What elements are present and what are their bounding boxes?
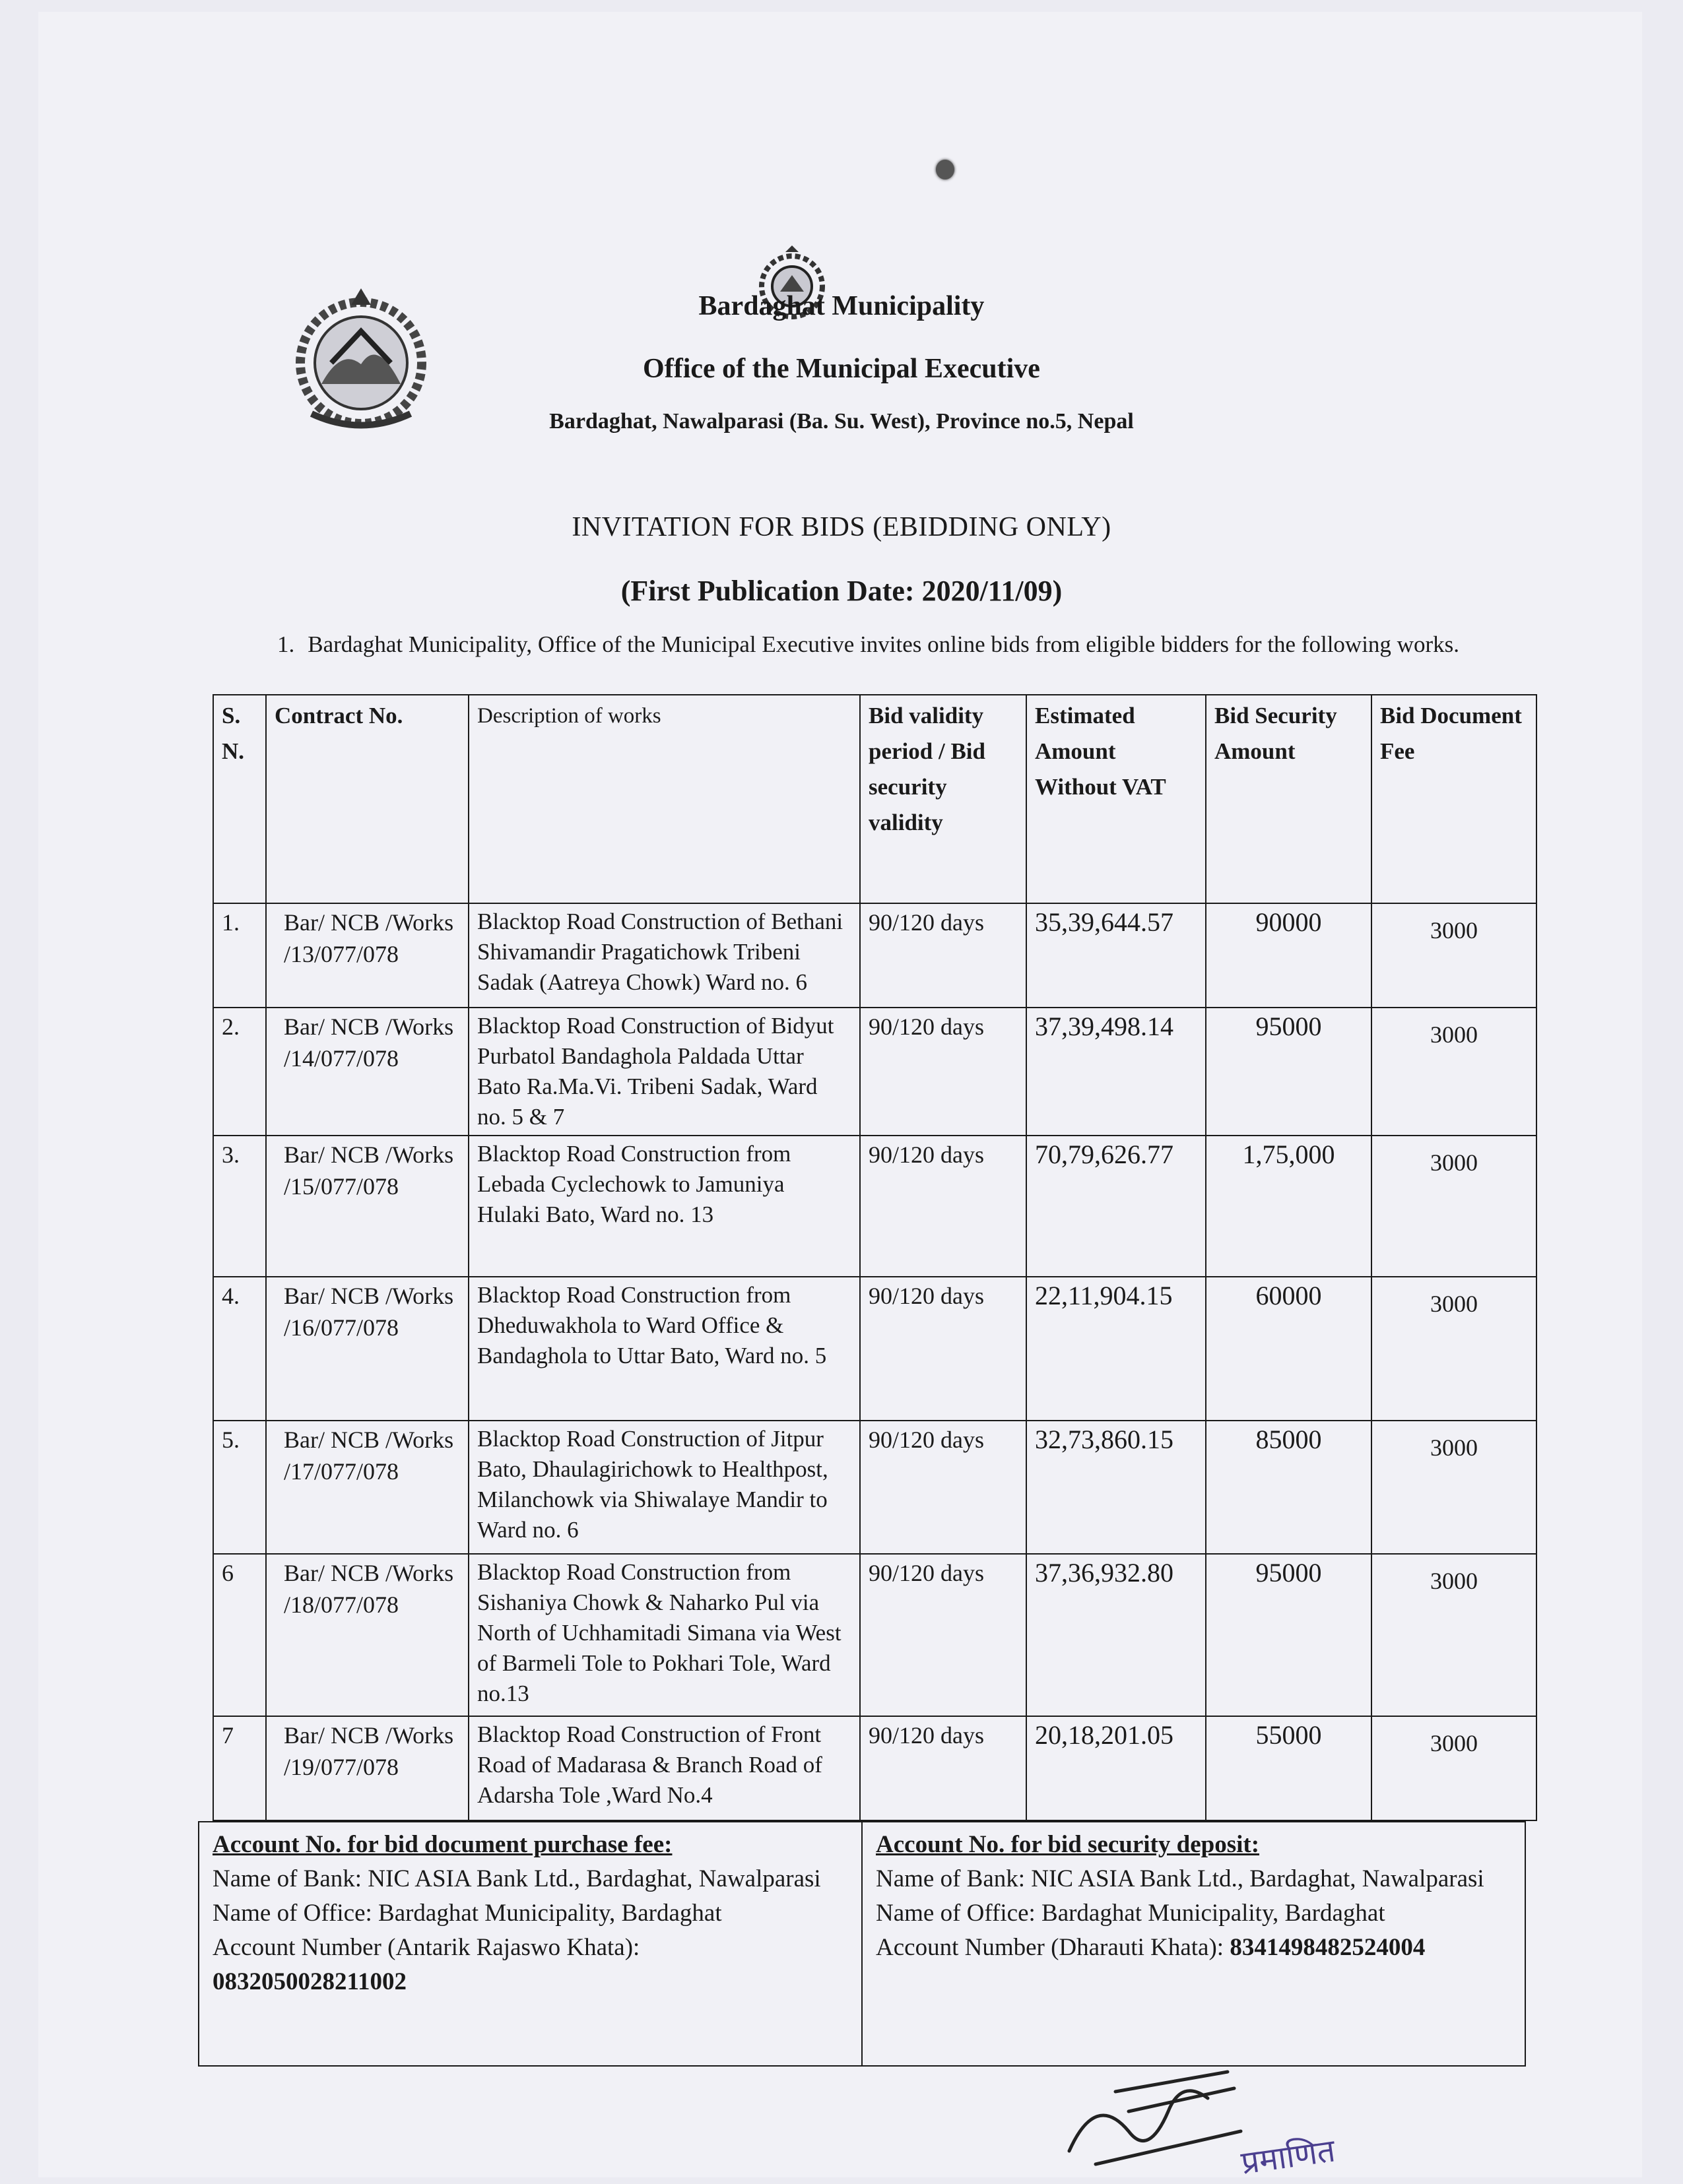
security-account-title: Account No. for bid security deposit: — [876, 1831, 1260, 1858]
notice-title: INVITATION FOR BIDS (EBIDDING ONLY) — [572, 512, 1111, 542]
table-row — [213, 1716, 1536, 1820]
cell-description: Blacktop Road Construction of Front Road of Madarasa & Branch Road of Adarsha Tole ,Ward No.4 — [469, 1716, 860, 1820]
cell-sn: 4. — [213, 1277, 266, 1421]
cell-bid-validity: 90/120 days — [860, 1716, 1026, 1820]
cell-estimated-amount: 32,73,860.15 — [1026, 1421, 1206, 1554]
cell-bid-validity: 90/120 days — [860, 1136, 1026, 1277]
header-estimated-amount: Estimated Amount Without VAT — [1026, 695, 1206, 903]
intro-text: Bardaghat Municipality, Office of the Municipal Executive invites online bids from eligible bidders for the following works. — [308, 631, 1459, 657]
header-document-fee: Bid Document Fee — [1371, 695, 1536, 903]
table-row — [213, 1277, 1536, 1421]
cell-description: Blacktop Road Construction from Sishaniya Chowk & Naharko Pul via North of Uchhamitadi Simana via West of Barmeli Tole to Pokhari Tole, Ward no.13 — [469, 1554, 860, 1716]
cell-sn: 7 — [213, 1716, 266, 1820]
fee-account-number: 0832050028211002 — [213, 1968, 407, 1995]
cell-document-fee: 3000 — [1371, 1277, 1536, 1421]
cell-bid-security: 95000 — [1206, 1008, 1371, 1136]
cell-description: Blacktop Road Construction from Dheduwakhola to Ward Office & Bandaghola to Uttar Bato, Ward no. 5 — [469, 1277, 860, 1421]
table-header-row — [213, 695, 1536, 903]
signature-mark — [1056, 2052, 1254, 2171]
cell-bid-validity: 90/120 days — [860, 903, 1026, 1008]
intro-paragraph — [264, 630, 1472, 659]
cell-estimated-amount: 37,39,498.14 — [1026, 1008, 1206, 1136]
certified-stamp: प्रमाणित — [1239, 2132, 1338, 2182]
header-contract-no: Contract No. — [266, 695, 469, 903]
cell-bid-security: 85000 — [1206, 1421, 1371, 1554]
cell-contract-no: Bar/ NCB /Works /19/077/078 — [266, 1716, 469, 1820]
header-bid-security: Bid Security Amount — [1206, 695, 1371, 903]
cell-document-fee: 3000 — [1371, 1716, 1536, 1820]
table-row — [213, 1421, 1536, 1554]
cell-bid-validity: 90/120 days — [860, 1421, 1026, 1554]
header-bid-validity: Bid validity period / Bid security validity — [860, 695, 1026, 903]
security-account-cell — [862, 1822, 1525, 2066]
cell-estimated-amount: 20,18,201.05 — [1026, 1716, 1206, 1820]
cell-sn: 1. — [213, 903, 266, 1008]
security-account-label: Account Number (Dharauti Khata): — [876, 1934, 1224, 1961]
security-account-bank: Name of Bank: NIC ASIA Bank Ltd., Bardaghat, Nawalparasi — [876, 1865, 1484, 1892]
cell-contract-no: Bar/ NCB /Works /16/077/078 — [266, 1277, 469, 1421]
cell-document-fee: 3000 — [1371, 1008, 1536, 1136]
cell-description: Blacktop Road Construction of Jitpur Bato, Dhaulagirichowk to Healthpost, Milanchowk via Shiwalaye Mandir to Ward no. 6 — [469, 1421, 860, 1554]
fee-account-label: Account Number (Antarik Rajaswo Khata): — [213, 1934, 640, 1961]
cell-bid-validity: 90/120 days — [860, 1277, 1026, 1421]
header-description: Description of works — [469, 695, 860, 903]
cell-contract-no: Bar/ NCB /Works /15/077/078 — [266, 1136, 469, 1277]
cell-bid-validity: 90/120 days — [860, 1008, 1026, 1136]
cell-document-fee: 3000 — [1371, 1136, 1536, 1277]
intro-number: 1. — [277, 631, 295, 657]
fee-account-cell — [199, 1822, 862, 2066]
cell-estimated-amount: 70,79,626.77 — [1026, 1136, 1206, 1277]
cell-estimated-amount: 22,11,904.15 — [1026, 1277, 1206, 1421]
cell-contract-no: Bar/ NCB /Works /13/077/078 — [266, 903, 469, 1008]
cell-description: Blacktop Road Construction of Bethani Shivamandir Pragatichowk Tribeni Sadak (Aatreya Chowk) Ward no. 6 — [469, 903, 860, 1008]
table-row — [213, 1008, 1536, 1136]
cell-bid-security: 55000 — [1206, 1716, 1371, 1820]
cell-document-fee: 3000 — [1371, 1554, 1536, 1716]
cell-estimated-amount: 35,39,644.57 — [1026, 903, 1206, 1008]
cell-description: Blacktop Road Construction from Lebada Cyclechowk to Jamuniya Hulaki Bato, Ward no. 13 — [469, 1136, 860, 1277]
cell-bid-validity: 90/120 days — [860, 1554, 1026, 1716]
fee-account-office: Name of Office: Bardaghat Municipality, Bardaghat — [213, 1900, 722, 1927]
municipality-name: Bardaghat Municipality — [698, 291, 985, 321]
publication-date: (First Publication Date: 2020/11/09) — [620, 575, 1063, 607]
fee-account-title: Account No. for bid document purchase fee: — [213, 1831, 673, 1858]
table-row — [213, 1136, 1536, 1277]
cell-bid-security: 95000 — [1206, 1554, 1371, 1716]
cell-sn: 3. — [213, 1136, 266, 1277]
security-account-office: Name of Office: Bardaghat Municipality, Bardaghat — [876, 1900, 1385, 1927]
punch-hole — [936, 160, 954, 179]
cell-bid-security: 1,75,000 — [1206, 1136, 1371, 1277]
security-account-number: 8341498482524004 — [1230, 1934, 1426, 1961]
cell-bid-security: 90000 — [1206, 903, 1371, 1008]
table-row — [213, 903, 1536, 1008]
table-row — [213, 1554, 1536, 1716]
cell-document-fee: 3000 — [1371, 903, 1536, 1008]
cell-contract-no: Bar/ NCB /Works /17/077/078 — [266, 1421, 469, 1554]
bids-table — [213, 694, 1537, 1821]
cell-sn: 2. — [213, 1008, 266, 1136]
cell-sn: 6 — [213, 1554, 266, 1716]
cell-estimated-amount: 37,36,932.80 — [1026, 1554, 1206, 1716]
account-row — [199, 1822, 1525, 2066]
office-name: Office of the Municipal Executive — [643, 354, 1040, 384]
cell-bid-security: 60000 — [1206, 1277, 1371, 1421]
cell-description: Blacktop Road Construction of Bidyut Purbatol Bandaghola Paldada Uttar Bato Ra.Ma.Vi. Tribeni Sadak, Ward no. 5 & 7 — [469, 1008, 860, 1136]
office-address: Bardaghat, Nawalparasi (Ba. Su. West), Province no.5, Nepal — [549, 409, 1134, 434]
cell-contract-no: Bar/ NCB /Works /18/077/078 — [266, 1554, 469, 1716]
cell-document-fee: 3000 — [1371, 1421, 1536, 1554]
cell-sn: 5. — [213, 1421, 266, 1554]
cell-contract-no: Bar/ NCB /Works /14/077/078 — [266, 1008, 469, 1136]
header-sn: S. N. — [213, 695, 266, 903]
fee-account-bank: Name of Bank: NIC ASIA Bank Ltd., Bardaghat, Nawalparasi — [213, 1865, 821, 1892]
account-details-table — [198, 1821, 1526, 2067]
security-account-number-line — [876, 1931, 1511, 1965]
